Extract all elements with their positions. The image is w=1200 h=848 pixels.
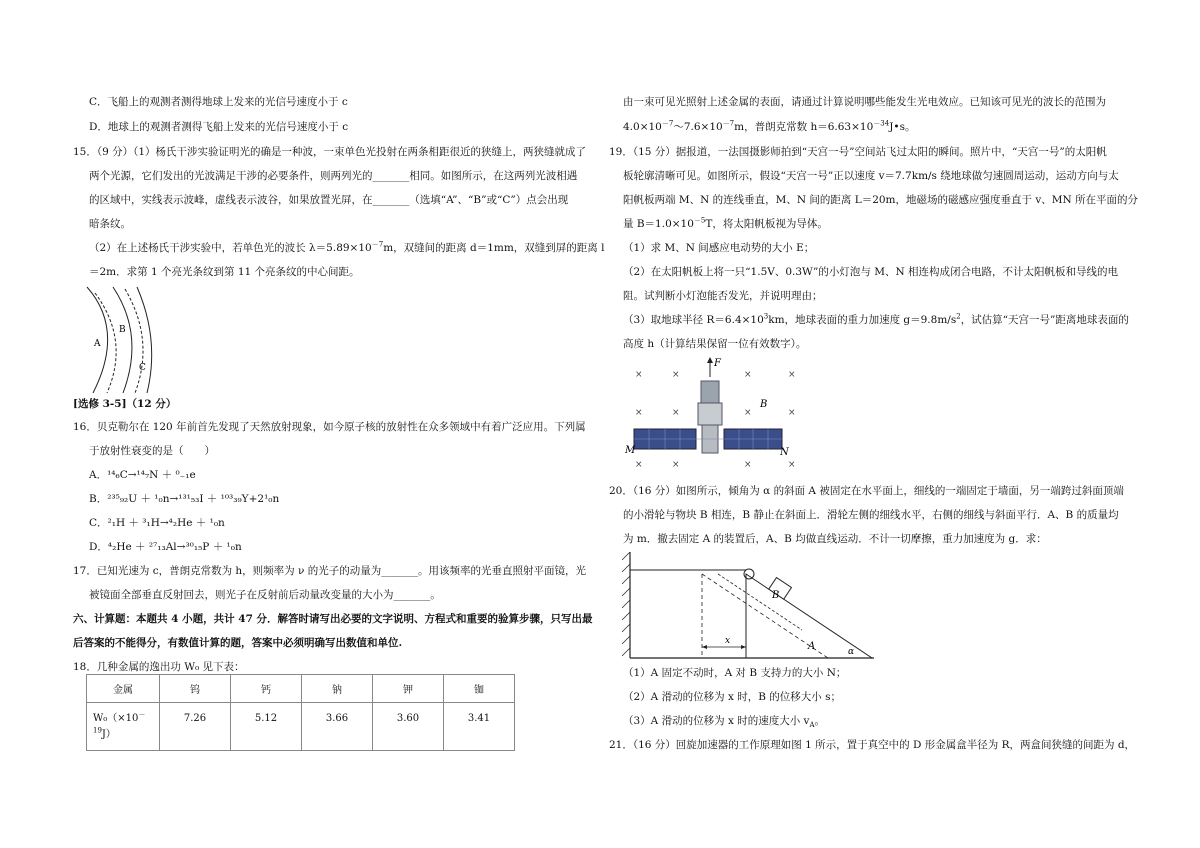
svg-text:×: × [788, 370, 796, 380]
interference-figure [85, 285, 160, 395]
q15-part2-line2: ＝2m．求第 1 个亮光条纹到第 11 个亮条纹的中心间距。 [89, 266, 360, 278]
option-c-text: C．飞船上的观测者测得地球上发来的光信号速度小于 c [89, 96, 348, 108]
space-station-figure [622, 355, 802, 470]
table-header: 钾 [373, 675, 444, 703]
table-header: 钨 [160, 675, 231, 703]
svg-text:×: × [635, 408, 643, 418]
table-header: 金属 [87, 675, 160, 703]
svg-text:×: × [744, 370, 752, 380]
q19-line4: 量 $B=1.0\times 10^{-5}T$，将太阳帆板视为导体。 [623, 216, 828, 230]
label-x: x [725, 636, 731, 646]
q19-part2-line1: （2）在太阳帆板上将一只“1.5V、0.3W”的小灯泡与 M、N 相连构成闭合电路，不计太阳帆板和导线的电 [623, 266, 1118, 278]
q20-line3: 为 m．撤去固定 A 的装置后，A、B 均做直线运动．不计一切摩擦，重力加速度为 g．求： [623, 533, 1047, 545]
label-incline-A: A [808, 641, 816, 652]
section-6-line2: 后答案的不能得分，有数值计算的题，答案中必须明确写出数值和单位. [73, 637, 403, 649]
svg-text:×: × [635, 460, 643, 470]
q15-line1: 15．（9 分）（1）杨氏干涉实验证明光的确是一种波，一束单色光投射在两条相距很近的狭缝上，两狭缝就成了 [73, 146, 587, 158]
q16-line1: 16．贝克勒尔在 120 年前首先发现了天然放射现象，如今原子核的放射性在众多领域中有着广泛应用。下列属 [73, 421, 586, 433]
q15-line4: 暗条纹。 [89, 218, 131, 230]
section-6-line1: 六、计算题：本题共 4 小题，共计 47 分．解答时请写出必要的文字说明、方程式和重要的验算步骤，只写出最 [73, 613, 593, 625]
label-M: M [625, 445, 636, 456]
q19-part3-line1: （3）取地球半径 $R=6.4\times 10^3km$，地球表面的重力加速度 $g=9.8m/s^2$，试估算“天宫一号”距离地球表面的 [623, 312, 1129, 326]
label-B: B [119, 325, 126, 335]
q15-line3: 的区域中，实线表示波峰，虚线表示波谷，如果放置光屏，在_______（选填“A”、“B”或“C”）点会出现 [89, 194, 569, 206]
q16-option-d: D．⁴₂He ＋ ²⁷₁₃Al→³⁰₁₅P ＋ ¹₀n [89, 541, 242, 553]
section-3-5: [选修 3-5]（12 分） [73, 398, 177, 410]
q19-part2-line2: 阻。试判断小灯泡能否发光，并说明理由； [623, 290, 823, 302]
svg-text:×: × [672, 370, 680, 380]
table-cell: 3.60 [373, 703, 444, 751]
svg-text:×: × [672, 408, 680, 418]
svg-text:×: × [672, 460, 680, 470]
svg-text:×: × [635, 370, 643, 380]
q18-cont-line2: $4.0\times 10^{-7}\sim 7.6\times 10^{-7}m$，普朗克常数 $h=6.63\times 10^{-34}J•s$。 [623, 119, 916, 133]
label-N: N [780, 447, 789, 458]
q15-line2: 两个光源，它们发出的光波满足干涉的必要条件，则两列光的_______相同。如图所示，在这两列光波相遇 [89, 170, 578, 182]
label-block-B: B [772, 590, 780, 601]
q21-line1: 21．（16 分）回旋加速器的工作原理如图 1 所示，置于真空中的 D 形金属盒半径为 R，两盒间狭缝的间距为 d， [609, 739, 1136, 751]
label-A: A [94, 339, 101, 349]
q18-cont-line1: 由一束可见光照射上述金属的表面，请通过计算说明哪些能发生光电效应。已知该可见光的波长的范围为 [623, 96, 1106, 108]
q16-option-a: A．¹⁴₆C→¹⁴₇N ＋ ⁰₋₁e [89, 469, 196, 481]
q17-line2: 被镜面全部垂直反射回去，则光子在反射前后动量改变量的大小为_______。 [89, 589, 441, 601]
q20-line2: 的小滑轮与物块 B 相连，B 静止在斜面上．滑轮左侧的细线水平，右侧的细线与斜面平行．A、B 的质量均 [623, 509, 1119, 521]
incline-figure [622, 550, 877, 660]
table-header: 钠 [302, 675, 373, 703]
svg-text:×: × [744, 460, 752, 470]
table-cell: 3.66 [302, 703, 373, 751]
q20-part2: （2）A 滑动的位移为 x 时，B 的位移大小 s； [623, 691, 841, 703]
q18-intro: 18．几种金属的逸出功 W₀ 见下表： [73, 661, 245, 673]
q16-option-c: C．²₁H ＋ ³₁H→⁴₂He ＋ ¹₀n [89, 517, 225, 529]
option-d-text: D．地球上的观测者测得飞船上发来的光信号速度小于 c [89, 121, 349, 133]
q19-line1: 19．（15 分）据报道，一法国摄影师拍到“天宫一号”空间站飞过太阳的瞬间。照片中，“天宫一号”的太阳帆 [609, 146, 1107, 158]
table-cell: 7.26 [160, 703, 231, 751]
q20-line1: 20．（16 分）如图所示，倾角为 α 的斜面 A 被固定在水平面上，细线的一端固定于墙面，另一端跨过斜面顶端 [609, 485, 1124, 497]
q19-part3-line2: 高度 h（计算结果保留一位有效数字）。 [623, 338, 807, 350]
table-row-label: W₀（×10－ $^{19}$J） [87, 703, 160, 751]
svg-text:×: × [788, 408, 796, 418]
svg-text:×: × [788, 460, 796, 470]
table-header: 铷 [444, 675, 515, 703]
work-function-table [86, 674, 515, 751]
q19-line2: 板轮廓清晰可见。如图所示，假设“天宫一号”正以速度 v＝7.7km/s 绕地球做匀速圆周运动，运动方向与太 [623, 170, 1119, 182]
q15-part2-line1: （2）在上述杨氏干涉实验中，若单色光的波长 $\lambda=5.89\times 10^{-7}m$，双缝间的距离 d＝1mm，双缝到屏的距离 l [89, 240, 605, 254]
q19-line3: 阳帆板两端 M、N 的连线垂直，M、N 间的距离 L＝20m，地磁场的磁感应强度垂直于 v、MN 所在平面的分 [623, 194, 1139, 206]
table-cell: 3.41 [444, 703, 515, 751]
q16-line2: 于放射性衰变的是（ ） [89, 445, 215, 457]
table-header: 钙 [231, 675, 302, 703]
svg-text:×: × [744, 408, 752, 418]
q20-part1: （1）A 固定不动时，A 对 B 支持力的大小 N； [623, 667, 847, 679]
label-C: C [139, 363, 146, 373]
label-alpha: α [848, 647, 855, 657]
q20-part3: （3）A 滑动的位移为 x 时的速度大小 $v_A$。 [623, 715, 826, 730]
field-label-B: B [760, 399, 768, 410]
q19-part1: （1）求 M、N 间感应电动势的大小 E； [623, 242, 815, 254]
table-cell: 5.12 [231, 703, 302, 751]
q17-line1: 17．已知光速为 c，普朗克常数为 h，则频率为 ν 的光子的动量为_______。用该频率的光垂直照射平面镜，光 [73, 565, 586, 577]
force-label: F [714, 358, 721, 369]
q16-option-b: B．²³⁵₉₂U ＋ ¹₀n→¹³¹₅₃I ＋ ¹⁰³₃₉Y+2¹₀n [89, 493, 280, 505]
